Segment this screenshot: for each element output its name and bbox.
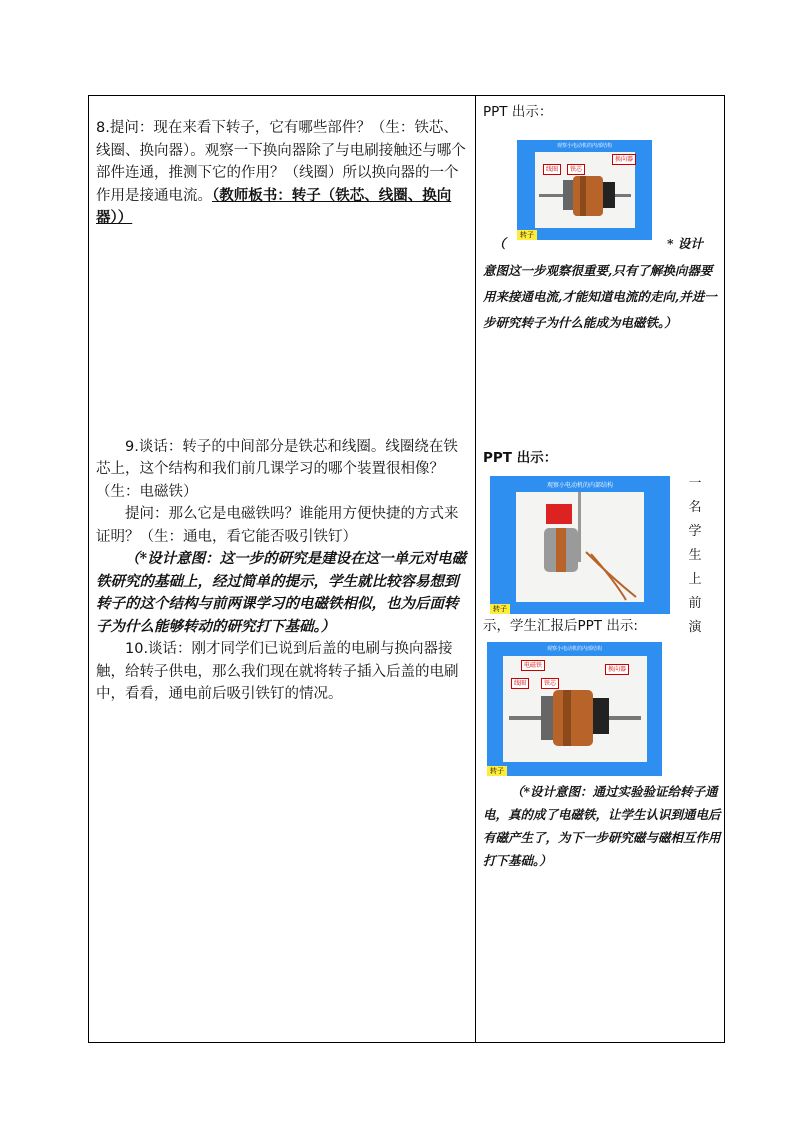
design-intent-2: （*设计意图：通过实验验证给转子通电，真的成了电磁铁，让学生认识到通电后有磁产生了，为下一步研究磁与磁相互作用打下基础。） <box>483 784 721 868</box>
slide-image-rotor-parts: 观察小电动机的内部结构 线圈 铁芯 换向器 转子 <box>517 140 652 240</box>
item-8: 8.提问：现在来看下转子，它有哪些部件？（生：铁芯、线圈、换向器）。观察一下换向器除了与电刷接触还与哪个部件连通，推测下它的作用？（线圈）所以换向器的一个作用是接通电流。（教师板书：转子（铁芯、线圈、换向器）） <box>96 120 466 226</box>
design-star: * 设计 <box>667 236 703 251</box>
vertical-text-5: 上 <box>688 572 702 587</box>
vertical-text-3: 学 <box>688 524 702 539</box>
design-intent-1: 意图这一步观察很重要,只有了解换向器要用来接通电流,才能知道电流的走向,并进一步研究转子为什么能成为电磁铁。） <box>483 263 717 330</box>
label-iron-core: 铁芯 <box>567 164 585 175</box>
vertical-text-2: 名 <box>688 500 702 515</box>
item-9: 9.谈话：转子的中间部分是铁芯和线圈。线圈绕在铁芯上，这个结构和我们前几课学习的哪个装置很相像？（生：电磁铁） <box>96 438 458 500</box>
vertical-text-1: 一 <box>688 476 702 491</box>
teacher-board-note: （教师板书：转子（铁芯、线圈、换向器）） <box>96 187 452 226</box>
label-coil-2: 线圈 <box>511 678 529 689</box>
ppt-label-1: PPT 出示： <box>483 104 553 120</box>
label-coil: 线圈 <box>543 164 561 175</box>
column-divider <box>475 95 476 1043</box>
rotor-test-photo <box>516 492 644 602</box>
slide-image-rotor-test: 观察小电动机的内部结构 转子 <box>490 476 670 614</box>
vertical-text-4: 生 <box>688 548 702 563</box>
label-electromagnet: 电磁铁 <box>521 660 545 671</box>
label-iron-core-2: 铁芯 <box>541 678 559 689</box>
caption-rotor: 转子 <box>517 230 537 240</box>
vertical-text-7: 演 <box>688 620 702 635</box>
demo-text: 示，学生汇报后PPT 出示: <box>483 618 638 634</box>
caption-rotor-3: 转子 <box>487 766 507 776</box>
ppt-label-2: PPT 出示： <box>483 450 558 466</box>
item-10: 10.谈话：刚才同学们已说到后盖的电刷与换向器接触，给转子供电，那么我们现在就将转子插入后盖的电刷中，看看，通电前后吸引铁钉的情况。 <box>96 641 459 702</box>
design-open-paren: （ <box>493 236 506 251</box>
teaching-process-column <box>96 117 468 706</box>
label-commutator-2: 换向器 <box>605 664 629 675</box>
slide-image-electromagnet: 观察小电动机的内部结构 电磁铁 线圈 铁芯 换向器 转子 <box>487 642 662 776</box>
item-9-design-intent: （*设计意图：这一步的研究是建设在这一单元对电磁铁研究的基础上，经过简单的提示，学生就比较容易想到转子的这个结构与前两课学习的电磁铁相似，也为后面转子为什么能够转动的研究打下基础。） <box>96 550 467 635</box>
caption-rotor-2: 转子 <box>490 604 510 614</box>
label-commutator: 换向器 <box>612 154 636 165</box>
item-9-question: 提问：那么它是电磁铁吗？谁能用方便快捷的方式来证明？（生：通电，看它能否吸引铁钉） <box>96 506 459 545</box>
vertical-text-6: 前 <box>688 596 702 611</box>
